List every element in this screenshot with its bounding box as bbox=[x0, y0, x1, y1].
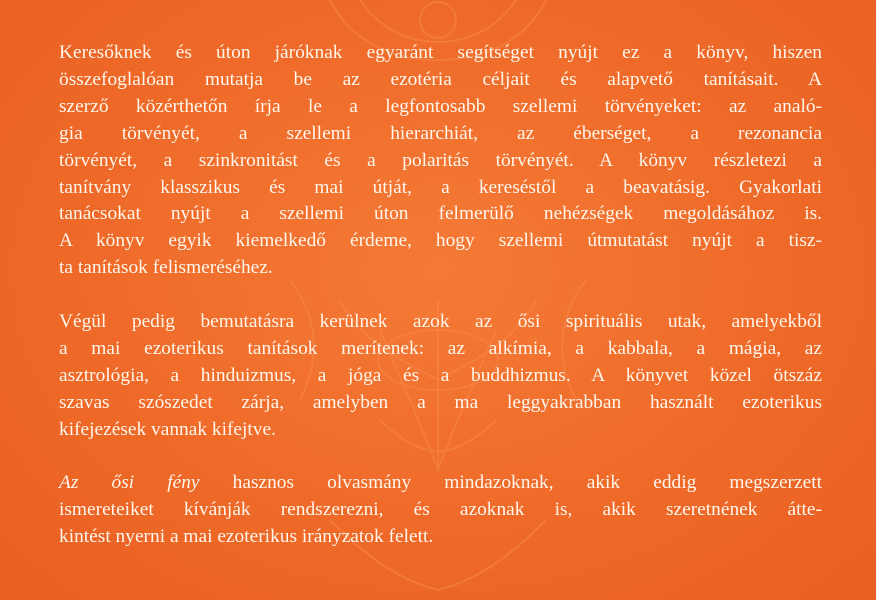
text-line: kintést nyerni a mai ezoterikus irányzatok felett. bbox=[59, 526, 434, 548]
text-line bbox=[59, 470, 822, 497]
text-line: Végül pedig bemutatásra kerülnek azok az ősi spirituális utak, amelyekből bbox=[59, 311, 822, 333]
text-line: a mai ezoterikus tanítások merítenek: az alkímia, a kabbala, a mágia, az bbox=[59, 337, 822, 359]
text-line: ta tanítások felismeréséhez. bbox=[59, 257, 273, 279]
text-line: szavas szószedet zárja, amelyben a ma leggyakrabban használt ezoterikus bbox=[59, 391, 822, 413]
text-line: tanácsokat nyújt a szellemi úton felmerülő nehézségek megoldásához is. bbox=[59, 203, 822, 225]
text-fragment: hasznos olvasmány mindazoknak, akik eddig megszerzett bbox=[199, 472, 822, 494]
blurb-text bbox=[59, 40, 822, 551]
text-line: ismereteiket kívánják rendszerezni, és azoknak is, akik szeretnének átte- bbox=[59, 499, 822, 521]
text-line: kifejezések vannak kifejtve. bbox=[59, 418, 276, 440]
text-line: gia törvényét, a szellemi hierarchiát, az éberséget, a rezonancia bbox=[59, 122, 822, 144]
paragraph-recommendation bbox=[59, 470, 822, 551]
paragraph-traditions bbox=[59, 309, 822, 444]
text-line: A könyv egyik kiemelkedő érdeme, hogy szellemi útmutatást nyújt a tisz- bbox=[59, 230, 822, 252]
text-line: asztrológia, a hinduizmus, a jóga és a buddhizmus. A könyvet közel ötszáz bbox=[59, 364, 822, 386]
text-line: törvényét, a szinkronitást és a polaritás törvényét. A könyv részletezi a bbox=[59, 149, 822, 171]
text-line: tanítvány klasszikus és mai útját, a kereséstől a beavatásig. Gyakorlati bbox=[59, 176, 822, 198]
book-title: Az ősi fény bbox=[59, 472, 200, 494]
text-line: Keresőknek és úton járóknak egyaránt segítséget nyújt ez a könyv, hiszen bbox=[59, 42, 822, 63]
paragraph-intro bbox=[59, 40, 822, 282]
text-line: szerző közérthetőn írja le a legfontosabb szellemi törvényeket: az analó- bbox=[59, 95, 822, 117]
text-line: összefoglalóan mutatja be az ezotéria céljait és alapvető tanításait. A bbox=[59, 68, 822, 90]
